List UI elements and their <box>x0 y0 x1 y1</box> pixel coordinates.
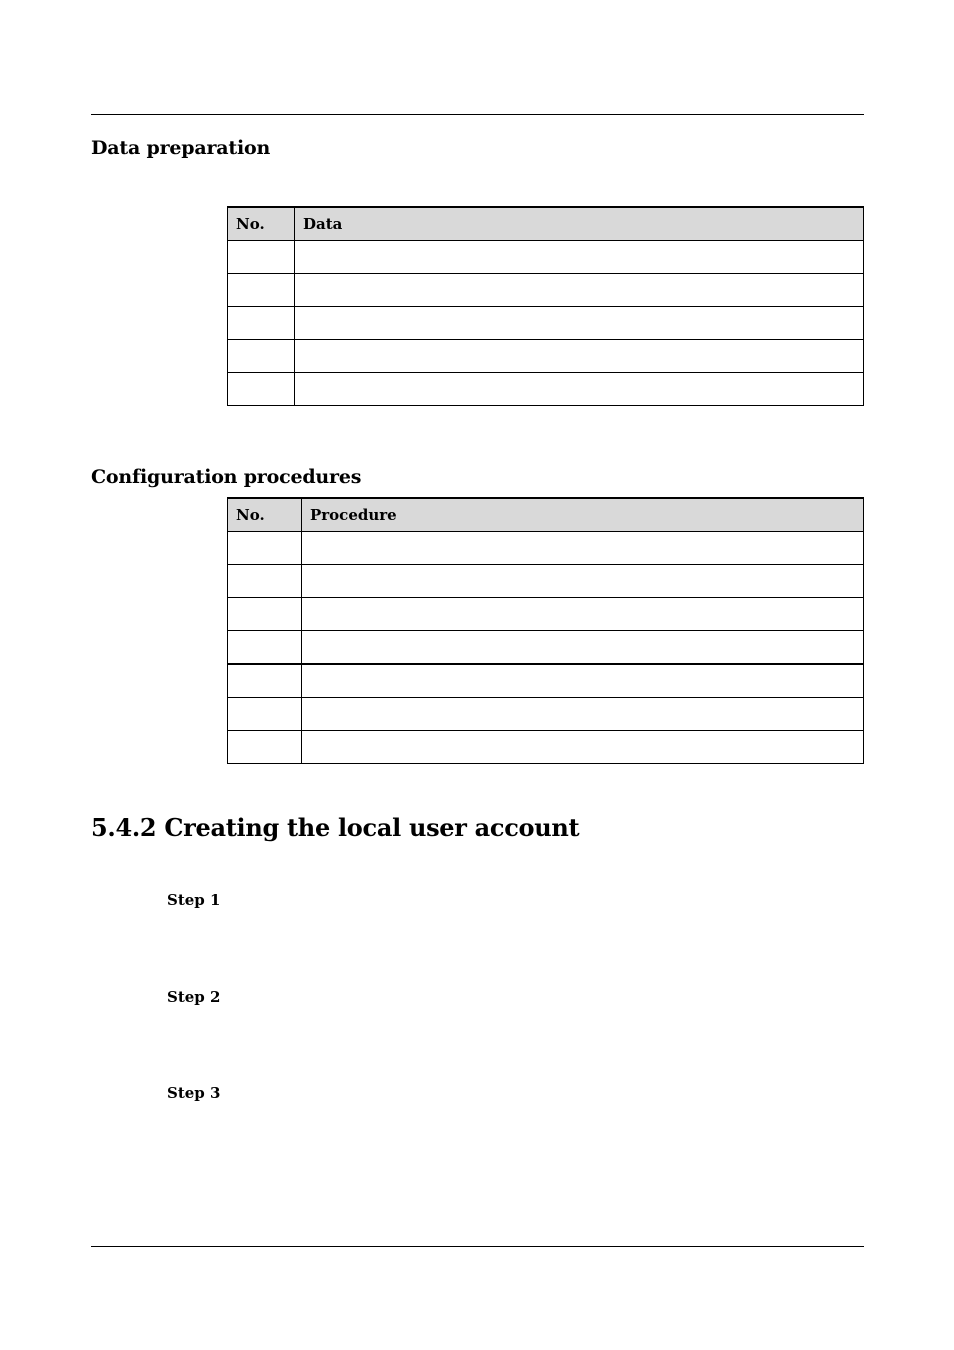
table-cell-data <box>295 307 864 340</box>
table-cell-no <box>228 241 295 274</box>
footer-rule <box>91 1246 864 1247</box>
table-cell-procedure <box>302 565 864 598</box>
table-cell-procedure <box>302 598 864 631</box>
table-cell-no <box>228 731 302 764</box>
table-row <box>228 274 864 307</box>
table-cell-procedure <box>302 664 864 698</box>
table-cell-no <box>228 631 302 665</box>
table-cell-no <box>228 307 295 340</box>
table-row <box>228 373 864 406</box>
header-rule <box>91 114 864 115</box>
table-cell-no <box>228 565 302 598</box>
table-cell-no <box>228 664 302 698</box>
table-cell-data <box>295 241 864 274</box>
column-header-data: Data <box>295 207 864 241</box>
table-row <box>228 340 864 373</box>
table-row <box>228 532 864 565</box>
table-header-row <box>228 207 864 241</box>
table-cell-no <box>228 598 302 631</box>
chapter-heading: 5.4.2 Creating the local user account <box>91 813 580 842</box>
step-1-label: Step 1 <box>167 891 221 909</box>
table-row <box>228 241 864 274</box>
table-cell-no <box>228 698 302 731</box>
table-cell-no <box>228 532 302 565</box>
table-cell-data <box>295 373 864 406</box>
table-cell-no <box>228 274 295 307</box>
table-cell-data <box>295 274 864 307</box>
step-2-label: Step 2 <box>167 988 221 1006</box>
column-header-no: No. <box>228 207 295 241</box>
table-row <box>228 731 864 764</box>
table-row <box>228 698 864 731</box>
table-cell-no <box>228 373 295 406</box>
table-row <box>228 307 864 340</box>
configuration-procedures-heading: Configuration procedures <box>91 466 362 488</box>
table-cell-procedure <box>302 731 864 764</box>
column-header-no: No. <box>228 498 302 532</box>
column-header-procedure: Procedure <box>302 498 864 532</box>
table-row <box>228 565 864 598</box>
table-cell-procedure <box>302 631 864 665</box>
table-cell-data <box>295 340 864 373</box>
data-preparation-table <box>227 206 864 406</box>
table-row <box>228 664 864 698</box>
data-preparation-heading: Data preparation <box>91 137 271 159</box>
table-cell-procedure <box>302 698 864 731</box>
step-3-label: Step 3 <box>167 1084 221 1102</box>
configuration-procedures-table <box>227 497 864 764</box>
table-cell-procedure <box>302 532 864 565</box>
table-row <box>228 631 864 665</box>
table-row <box>228 598 864 631</box>
table-header-row <box>228 498 864 532</box>
table-cell-no <box>228 340 295 373</box>
